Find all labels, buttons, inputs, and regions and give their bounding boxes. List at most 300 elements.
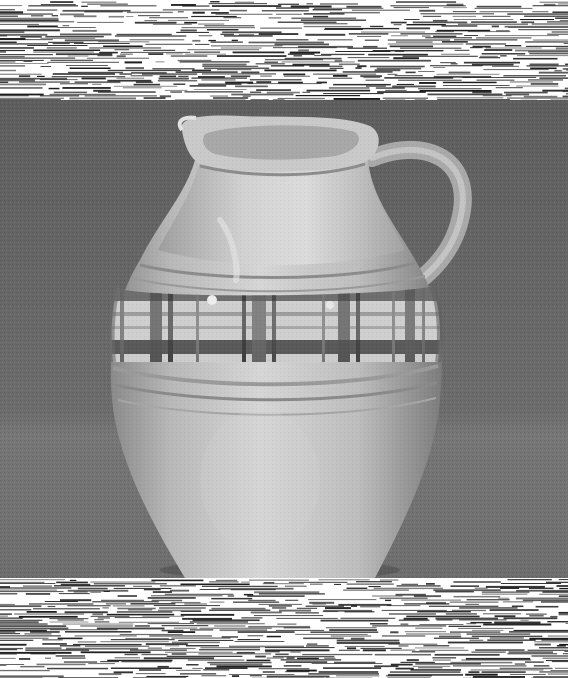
scan-streak [407,659,419,661]
scan-streak [330,68,344,69]
scan-streak [54,92,87,94]
scan-streak [30,631,60,633]
scan-streak [241,72,259,74]
scan-streak [27,10,57,11]
scan-streak [128,609,152,610]
scan-streak [525,661,544,662]
scan-streak [335,51,390,52]
scan-streak [297,608,317,609]
scan-streak [360,75,382,77]
scan-streak [235,86,268,88]
scan-streak [435,654,500,656]
scan-streak [492,66,519,67]
scan-streak [415,663,481,664]
scan-streak [60,83,88,84]
scan-streak [50,1,73,3]
scan-streak [449,626,482,627]
scan-streak [114,588,172,589]
scan-streak [323,667,381,669]
scan-streak [210,664,263,666]
scan-streak [532,23,568,24]
scan-streak [528,650,568,651]
scan-streak [244,594,253,596]
scan-streak [414,595,441,597]
scan-streak [98,91,156,93]
scan-streak [415,628,442,629]
scan-streak [303,638,344,640]
scan-streak [190,629,213,631]
scan-noise-band-bottom [0,578,568,678]
scan-streak [425,37,472,38]
scan-streak [153,24,192,25]
scan-streak [80,626,133,627]
scan-streak [207,29,239,31]
scan-streak [422,36,431,37]
scan-streak [115,35,186,37]
scan-streak [392,86,436,88]
scan-streak [507,13,568,14]
scan-streak [193,12,205,14]
scan-streak [423,645,449,646]
scan-streak [551,670,568,671]
scan-streak [419,10,435,12]
scan-streak [0,87,43,89]
scan-streak [0,47,34,49]
scan-streak [231,94,293,96]
scan-streak [180,673,216,675]
scan-streak [67,605,110,606]
scan-streak [162,625,209,626]
scan-streak [47,62,119,63]
scan-streak [68,72,123,73]
scan-streak [120,634,183,635]
scan-streak [144,20,157,21]
scan-streak [126,16,133,17]
scan-streak [510,674,546,675]
scan-streak [468,31,511,32]
scan-streak [318,39,353,40]
scan-streak [276,7,309,9]
scan-streak [142,654,168,655]
scan-streak [50,94,116,95]
scan-streak [363,649,386,651]
scan-streak [417,611,471,612]
scan-streak [135,625,150,627]
scan-streak [296,95,361,96]
jug-photograph [0,100,568,578]
scan-streak [95,621,110,622]
scan-streak [74,15,97,17]
scan-streak [73,644,142,645]
scan-streak [0,29,60,31]
scan-streak [117,611,173,613]
scan-streak [70,68,111,70]
scan-streak [559,588,568,589]
scan-streak [27,45,87,46]
scan-streak [0,621,39,623]
scan-streak [37,76,45,77]
scan-streak [285,671,310,672]
scan-streak [448,642,523,644]
scan-streak [313,9,343,10]
scan-streak [217,55,287,57]
scan-streak [233,52,285,54]
scan-streak [450,602,499,603]
scan-streak [33,52,94,53]
scan-streak [504,617,558,619]
scan-streak [459,619,507,621]
scan-streak [103,607,109,608]
scan-streak [290,652,300,653]
scan-streak [480,11,523,12]
scan-streak [560,20,568,21]
scan-streak [281,659,342,660]
scan-streak [19,616,78,618]
scan-streak [45,658,51,659]
scan-streak [127,12,173,13]
scan-streak [0,633,20,634]
scan-streak [174,628,198,629]
scan-streak [284,76,310,77]
scan-streak [92,601,159,602]
scan-streak [0,628,68,630]
scan-streak [146,676,188,677]
scan-streak [0,623,48,625]
scan-streak [304,23,348,24]
scan-streak [559,579,568,580]
scan-streak [64,661,97,662]
scan-streak [180,61,250,63]
scan-streak [265,59,323,60]
scan-streak [390,631,398,633]
scan-streak [144,97,166,99]
scan-streak [554,70,561,72]
scan-streak [255,656,266,658]
scan-streak [182,5,209,6]
scan-streak [442,25,478,27]
scan-streak [104,591,110,592]
scan-streak [552,32,568,33]
scan-streak [66,65,108,66]
scan-streak [243,96,251,97]
scan-streak [259,668,310,669]
scan-streak [254,615,323,616]
scan-streak [194,51,220,53]
scan-streak [546,660,568,661]
scan-streak [382,610,447,611]
scan-streak [351,638,365,640]
scan-streak [56,582,88,584]
scan-streak [181,614,235,616]
scan-streak [99,673,122,675]
scan-streak [0,664,24,665]
scan-streak [160,585,196,586]
scan-streak [472,636,543,638]
scan-streak [106,603,126,604]
scan-streak [148,597,196,599]
scan-streak [291,18,356,20]
scan-streak [382,635,425,636]
scan-streak [361,32,425,33]
scan-streak [222,31,281,33]
scan-streak [173,84,185,85]
scan-streak [121,661,171,662]
scan-streak [500,668,553,670]
scan-streak [420,90,492,92]
scan-streak [498,598,509,599]
scan-streak [464,35,478,36]
scan-streak [0,11,23,13]
scan-streak [533,5,568,6]
scan-streak [388,644,437,645]
scan-streak [171,55,208,57]
scan-streak [158,666,169,668]
scan-streak [515,663,526,664]
scan-streak [59,593,90,594]
scan-streak [389,613,436,614]
scan-streak [126,67,145,69]
scan-streak [117,34,172,35]
scan-streak [269,605,292,607]
scan-streak [276,39,308,40]
scan-streak [163,9,220,10]
scan-streak [310,584,323,585]
scan-streak [509,651,554,653]
scan-streak [516,598,568,600]
scan-streak [220,34,234,35]
scan-streak [539,72,568,74]
scan-streak [85,95,157,97]
scan-streak [295,612,319,614]
scan-streak [160,76,177,78]
scan-streak [384,77,453,79]
scan-streak [471,669,544,670]
scan-streak [248,600,275,601]
scan-streak [500,587,519,589]
scan-streak [539,77,568,79]
scan-streak [395,75,423,76]
scan-streak [337,640,400,642]
scan-streak [192,77,248,79]
scan-streak [419,650,468,651]
scan-streak [49,88,60,90]
scan-streak [483,624,551,626]
scan-streak [555,17,568,19]
scan-streak [97,55,112,56]
scan-streak [319,671,379,673]
scan-streak [341,618,396,619]
scan-streak [472,630,504,631]
scan-streak [158,610,201,612]
scan-streak [363,46,377,48]
scan-streak [548,636,568,637]
scan-streak [48,606,56,607]
scan-streak [199,649,260,650]
scan-streak [529,588,554,590]
scan-streak [117,608,155,610]
scan-streak [366,86,386,87]
scan-streak [532,655,568,656]
scan-streak [251,612,282,614]
scan-streak [467,633,531,634]
scan-streak [204,25,254,27]
scan-streak [247,660,271,662]
scan-streak [282,62,355,63]
scan-streak [347,647,356,649]
scan-streak [211,41,243,43]
scan-streak [475,588,488,589]
scan-streak [220,629,268,631]
scan-streak [58,638,83,640]
scan-streak [413,22,467,24]
scan-streak [302,92,310,93]
scan-streak [172,642,220,644]
scan-streak [290,52,320,54]
scan-streak [454,39,517,40]
scan-streak [380,580,398,581]
scan-streak [390,650,415,651]
scan-streak [343,71,393,73]
scan-streak [535,644,551,646]
scan-streak [555,668,568,669]
scan-streak [165,90,188,91]
scan-streak [461,659,531,660]
scan-streak [70,580,77,581]
scan-streak [308,599,376,600]
scan-streak [433,36,456,38]
scan-streak [310,631,378,633]
scan-streak [27,611,57,613]
scan-streak [0,609,31,610]
scan-streak [131,75,153,76]
scan-streak [450,631,500,632]
scan-streak [372,596,402,597]
scan-streak [451,63,458,64]
scan-streak [210,602,225,603]
scan-streak [260,28,302,29]
scan-streak [541,601,568,603]
scan-streak [40,95,79,96]
scan-streak [454,19,514,20]
scan-streak [0,591,64,592]
scan-noise-lines-top [0,0,568,100]
scan-streak [401,623,409,625]
scan-streak [276,618,338,619]
scan-streak [184,22,197,24]
scan-streak [0,35,7,37]
scan-streak [148,53,163,55]
scan-streak [165,594,234,595]
scan-streak [265,649,330,651]
scan-streak [31,653,56,654]
scan-streak [40,79,78,80]
scan-streak [357,36,381,37]
scan-streak [559,595,568,597]
scan-streak [144,657,214,659]
scan-streak [0,24,39,25]
scan-streak [0,43,48,45]
scan-streak [348,48,388,49]
scan-streak [437,97,504,98]
scan-streak [158,80,197,82]
scan-streak [283,74,305,76]
scan-streak [25,647,61,649]
scan-streak [148,623,194,624]
scan-streak [0,79,35,81]
scan-streak [437,619,453,621]
scan-streak [309,66,342,68]
scan-streak [370,26,383,27]
scan-streak [0,98,64,99]
scan-streak [508,27,568,28]
scan-streak [260,76,271,77]
scan-streak [247,595,304,596]
scan-streak [0,670,50,671]
scan-streak [90,582,155,583]
scan-streak [418,88,481,89]
scan-streak [524,16,568,17]
scan-streak [248,635,264,636]
scan-streak [557,645,566,647]
scan-streak [115,49,130,50]
scan-streak [89,47,161,49]
scan-streak [391,35,408,36]
scan-streak [202,74,276,75]
scan-streak [443,85,510,86]
scan-streak [117,78,145,79]
scan-streak [0,582,44,583]
scan-streak [149,635,212,637]
scan-streak [23,586,52,587]
scan-streak [433,20,447,22]
scan-streak [433,589,500,591]
scan-streak [0,82,8,83]
scan-streak [526,614,547,615]
scan-streak [214,625,245,626]
scan-streak [383,98,428,99]
scan-streak [403,56,478,57]
scan-streak [65,611,108,613]
scan-streak [516,86,558,87]
scan-streak [394,7,429,8]
scan-streak [482,591,530,593]
scan-streak [465,604,479,605]
scan-streak [203,669,229,670]
scan-streak [452,610,486,611]
scan-streak [324,658,335,659]
scan-streak [451,585,480,587]
scan-streak [264,62,278,63]
scan-streak [187,49,259,50]
scan-streak [0,65,25,66]
scan-streak [58,620,84,621]
scan-streak [528,79,563,80]
scan-streak [338,604,391,606]
scan-streak [75,81,121,83]
scan-streak [48,42,83,43]
scan-streak [149,17,188,18]
scan-streak [278,82,303,84]
scan-streak [0,620,42,621]
scan-streak [146,44,193,45]
scan-streak [503,75,566,77]
scan-streak [355,67,361,69]
scan-streak [0,18,59,20]
scan-streak [278,22,337,23]
scan-streak [0,56,25,57]
scan-streak [224,35,273,37]
scan-streak [114,671,133,673]
